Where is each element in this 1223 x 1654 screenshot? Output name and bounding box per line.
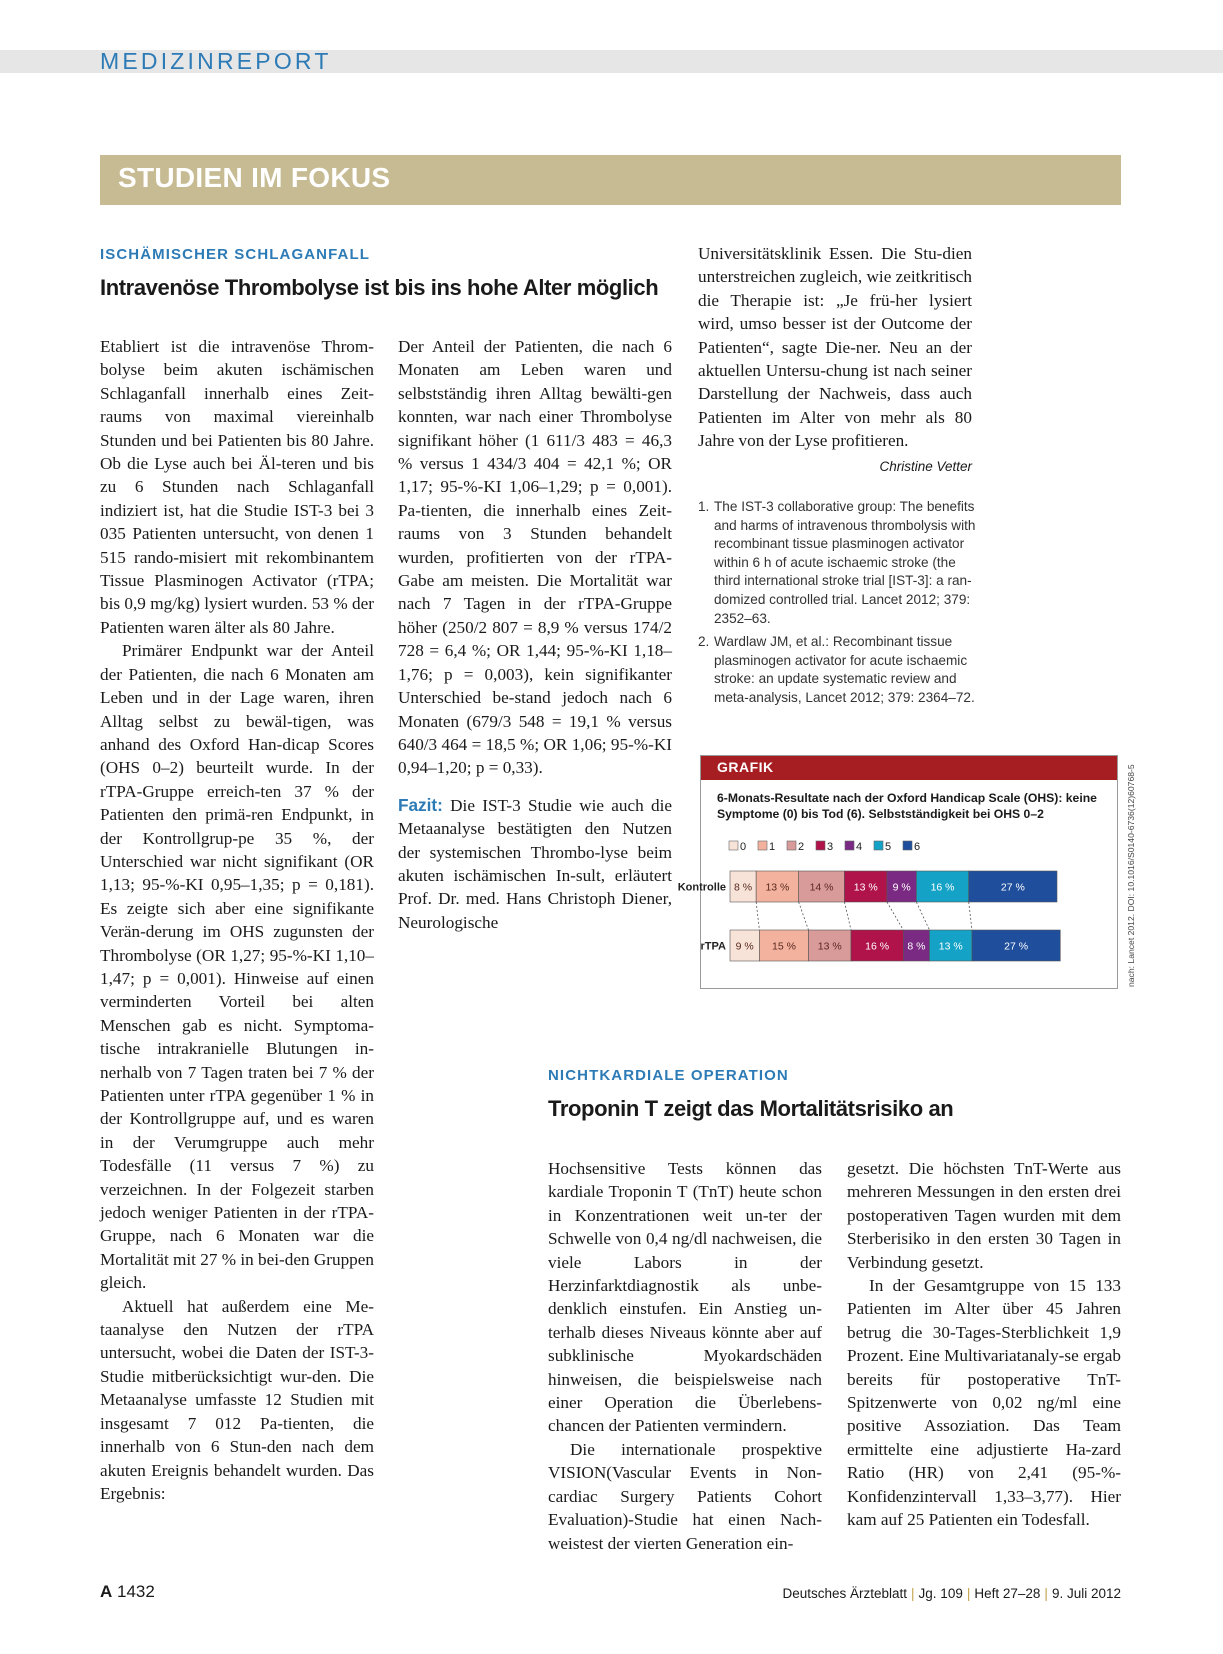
paragraph: gesetzt. Die höchsten TnT-Werte aus mehreren Messungen in den ersten drei postoperativen Tagen wurden mit dem Sterberisiko in den ersten 30 Tagen in Verbindung gesetzt. (847, 1159, 1121, 1272)
section-label: MEDIZINREPORT (100, 48, 332, 74)
legend-swatch (787, 841, 796, 850)
data-label: 27 % (1004, 940, 1029, 953)
article1-column-1 (100, 335, 374, 1505)
data-label: 15 % (771, 940, 796, 953)
paragraph: Der Anteil der Patienten, die nach 6 Monaten am Leben waren und selbstständig ihren Alltag bewälti-gen konnten, war nach einer Thrombolyse signifikant höher (1 611/3 483 = 46,3 % versus 1 434/3 404 = 42,1 %; OR 1,17; 95-%-KI 1,06–1,29; p = 0,001). Pa-tienten, die innerhalb eines Zeit-raums von 3 Stunden behandelt wurden, profitierten von der rTPA-Gabe am meisten. Die Mortalität war nach 7 Tagen in der rTPA-Gruppe höher (250/2 807 = 8,9 % versus 174/2 728 = 6,4 %; OR 1,44; 95-%-KI 1,18–1,76; p = 0,003), kein signifikanter Unterschied be-stand jedoch nach 6 Monaten (679/3 548 = 19,1 % versus 640/3 464 = 18,5 %; OR 1,06; 95-%-KI 0,94–1,20; p = 0,33). (398, 337, 672, 778)
article1-column-3 (698, 242, 972, 478)
article2-column-1 (548, 1157, 822, 1555)
page-number (100, 1582, 155, 1602)
legend-label: 0 (740, 841, 747, 853)
data-label: 27 % (1000, 881, 1025, 894)
source-note (1124, 754, 1138, 989)
banner-title: STUDIEN IM FOKUS (118, 162, 391, 193)
page-prefix: A (100, 1582, 113, 1601)
data-label: 14 % (809, 881, 834, 894)
reference-item (698, 498, 978, 628)
article1-column-2 (398, 335, 672, 934)
article2-rubrik: NICHTKARDIALE OPERATION (548, 1067, 789, 1084)
grafik-title: 6-Monats-Resultate nach der Oxford Handicap Scale (OHS): keine Symptome (0) bis Tod (6). Selbstständigkeit bei OHS 0–2 (717, 791, 1097, 821)
grafik-label: GRAFIK (717, 759, 774, 775)
legend-label: 6 (914, 841, 921, 853)
legend-swatch (816, 841, 825, 850)
fazit-paragraph (398, 794, 672, 934)
reference-number: 2. (698, 634, 710, 650)
connector-line (756, 902, 759, 930)
references (698, 498, 978, 713)
legend-label: 5 (885, 841, 892, 853)
legend-swatch (903, 841, 912, 850)
category-label: rTPA (700, 940, 726, 953)
journal-date: 9. Juli 2012 (1051, 1586, 1121, 1601)
fazit-label: Fazit: (398, 794, 443, 815)
data-label: 13 % (938, 940, 963, 953)
reference-text: Wardlaw JM, et al.: Recombinant tissue plasminogen activator for acute ischaemic stroke: an update systematic review and meta-analysis, Lancet 2012; 379: 2364–72. (714, 634, 975, 705)
legend-label: 4 (856, 841, 863, 853)
paragraph-text: Universitätsklinik Essen. Die Stu-dien unterstreichen zugleich, wie zeitkritisch die Therapie ist: „Je frü-her lysiert wird, umso besser ist der Outcome der Patienten“, sagte Die-ner. Neu an der aktuellen Untersu-chung ist nach seiner Darstellung der Nachweis, dass auch Patienten im Alter von mehr als 80 Jahre von der Lyse profitieren. (698, 244, 972, 451)
references-list (698, 498, 978, 708)
journal-info: Deutsches Ärzteblatt | Jg. 109 | Heft 27–28 | 9. Juli 2012 (782, 1586, 1121, 1601)
legend-swatch (845, 841, 854, 850)
data-label: 16 % (930, 881, 955, 894)
reference-number: 1. (698, 499, 710, 514)
connector-line (969, 902, 972, 930)
reference-text: The IST-3 collaborative group: The benefits and harms of intravenous thrombolysis with recombinant tissue plasminogen activator within 6 h of acute ischaemic stroke (the third international stroke trial [IST-3]: a ran-domized controlled trial. Lancet 2012; 379: 2352–63. (714, 499, 976, 626)
connector-line (916, 902, 929, 930)
data-label: 9 % (892, 881, 911, 894)
data-label: 9 % (735, 940, 754, 953)
grafik-box (677, 755, 1118, 989)
page-number-value: 1432 (117, 1582, 155, 1601)
article1-rubrik: ISCHÄMISCHER SCHLAGANFALL (100, 246, 370, 263)
paragraph (698, 242, 972, 474)
stacked-bar-chart (677, 756, 1117, 988)
legend-swatch (729, 841, 738, 850)
journal-issue: Heft 27–28 (974, 1586, 1041, 1601)
paragraph: In der Gesamtgruppe von 15 133 Patienten im Alter über 45 Jahren betrug die 30-Tages-Sterblichkeit 1,9 Prozent. Eine Multivariatanaly-se ergab bereits für postoperative TnT-Spitzenwerte von 0,02 ng/ml eine positive Assoziation. Das Team ermittelte eine adjustierte Ha-zard Ratio (HR) von 2,41 (95-%-Konfidenzintervall 1,33–3,77). Hier kam auf 25 Patienten ein Todesfall. (847, 1276, 1121, 1530)
paragraph: Etabliert ist die intravenöse Throm-bolyse beim akuten ischämischen Schlaganfall innerhalb eines Zeit-raums von maximal viereinhalb Stunden und bei Patienten bis 80 Jahre. Ob die Lyse auch bei Äl-teren und bis zu 6 Stunden nach Schlaganfall indiziert ist, hat die Studie IST-3 bei 3 035 Patienten untersucht, von denen 1 515 rando-misiert mit rekombinantem Tissue Plasminogen Activator (rTPA; bis 0,9 mg/kg) lysiert wurden. 53 % der Patienten waren älter als 80 Jahre. (100, 337, 374, 637)
author: Christine Vetter (879, 458, 972, 474)
connector-line (887, 902, 903, 930)
data-label: 16 % (865, 940, 890, 953)
article2-headline: Troponin T zeigt das Mortalitätsrisiko an (548, 1096, 954, 1121)
journal-name: Deutsches Ärzteblatt (782, 1586, 908, 1601)
fazit-text: Die IST-3 Studie wie auch die Metaanalyse bestätigten den Nutzen der systemischen Thrombo-lyse beim akuten ischämischen In-sult, erläutert Prof. Dr. med. Hans Christoph Diener, Neurologische (398, 795, 672, 932)
connector-line (844, 902, 851, 930)
paragraph: Hochsensitive Tests können das kardiale Troponin T (TnT) heute schon in Konzentrationen weit un-ter der Schwelle von 0,4 ng/dl nachweisen, die viele Labors in der Herzinfarktdiagnostik als unbe-denklich einstufen. Ein Anstieg un-terhalb dieses Niveaus könnte aber auf subklinische Myokardschäden hinweisen, die beispielsweise nach einer Operation die Überlebens-chancen der Patienten vermindern. (548, 1159, 822, 1436)
article2-column-2 (847, 1157, 1121, 1532)
legend-label: 2 (798, 841, 805, 853)
category-label: Kontrolle (677, 881, 726, 894)
data-label: 8 % (907, 940, 926, 953)
article1-headline: Intravenöse Thrombolyse ist bis ins hohe Alter möglich (100, 275, 659, 300)
source-note-text: nach: Lancet 2012. DOI: 10.1016/S0140-6736(12)60768-5 (1126, 764, 1136, 987)
paragraph: Primärer Endpunkt war der Anteil der Patienten, die nach 6 Monaten am Leben und in der Lage waren, ihren Alltag selbst zu bewäl-tigen, was anhand des Oxford Han-dicap Scores (OHS 0–2) beurteilt wurde. In der rTPA-Gruppe erreich-ten 37 % der Patienten den primä-ren Endpunkt, in der Kontrollgrup-pe 35 %, der Unterschied war nicht signifikant (OR 1,13; 95-%-KI 0,95–1,35; p = 0,181). Es zeigte sich aber eine signifikante Verän-derung im OHS zugunsten der Thrombolyse (OR 1,27; 95-%-KI 1,10–1,47; p = 0,001). Hinweise auf einen verminderten Vorteil bei alten Menschen gab es nicht. Symptoma-tische intrakranielle Blutungen in-nerhalb von 7 Tagen traten bei 7 % der Patienten unter rTPA gegenüber 1 % in der Kontrollgruppe auf, und es waren in der Verumgruppe auch mehr Todesfälle (11 versus 7 %) zu verzeichnen. In der Folgezeit starben jedoch weniger Patienten in der rTPA-Gruppe, nach 6 Monaten war die Mortalität mit 27 % in bei-den Gruppen gleich. (100, 641, 374, 1293)
legend-label: 3 (827, 841, 834, 853)
paragraph: Aktuell hat außerdem eine Me-taanalyse den Nutzen der rTPA untersucht, wobei die Daten der IST-3-Studie mitberücksichtigt wur-den. Die Metaanalyse umfasste 12 Studien mit insgesamt 7 012 Pa-tienten, die innerhalb von 6 Stun-den nach dem akuten Ereignis behandelt wurden. Das Ergebnis: (100, 1296, 374, 1503)
data-label: 13 % (853, 881, 878, 894)
journal-volume: Jg. 109 (918, 1586, 963, 1601)
data-label: 13 % (765, 881, 790, 894)
data-label: 13 % (817, 940, 842, 953)
paragraph: Die internationale prospektive VISION(Vascular Events in Non-cardiac Surgery Patients Cohort Evaluation)-Studie hat einen Nach-weistest der vierten Generation ein- (548, 1439, 822, 1553)
legend-swatch (874, 841, 883, 850)
reference-item (698, 633, 978, 707)
legend-label: 1 (769, 841, 776, 853)
connector-line (799, 902, 809, 930)
data-label: 8 % (734, 881, 753, 894)
legend-swatch (758, 841, 767, 850)
